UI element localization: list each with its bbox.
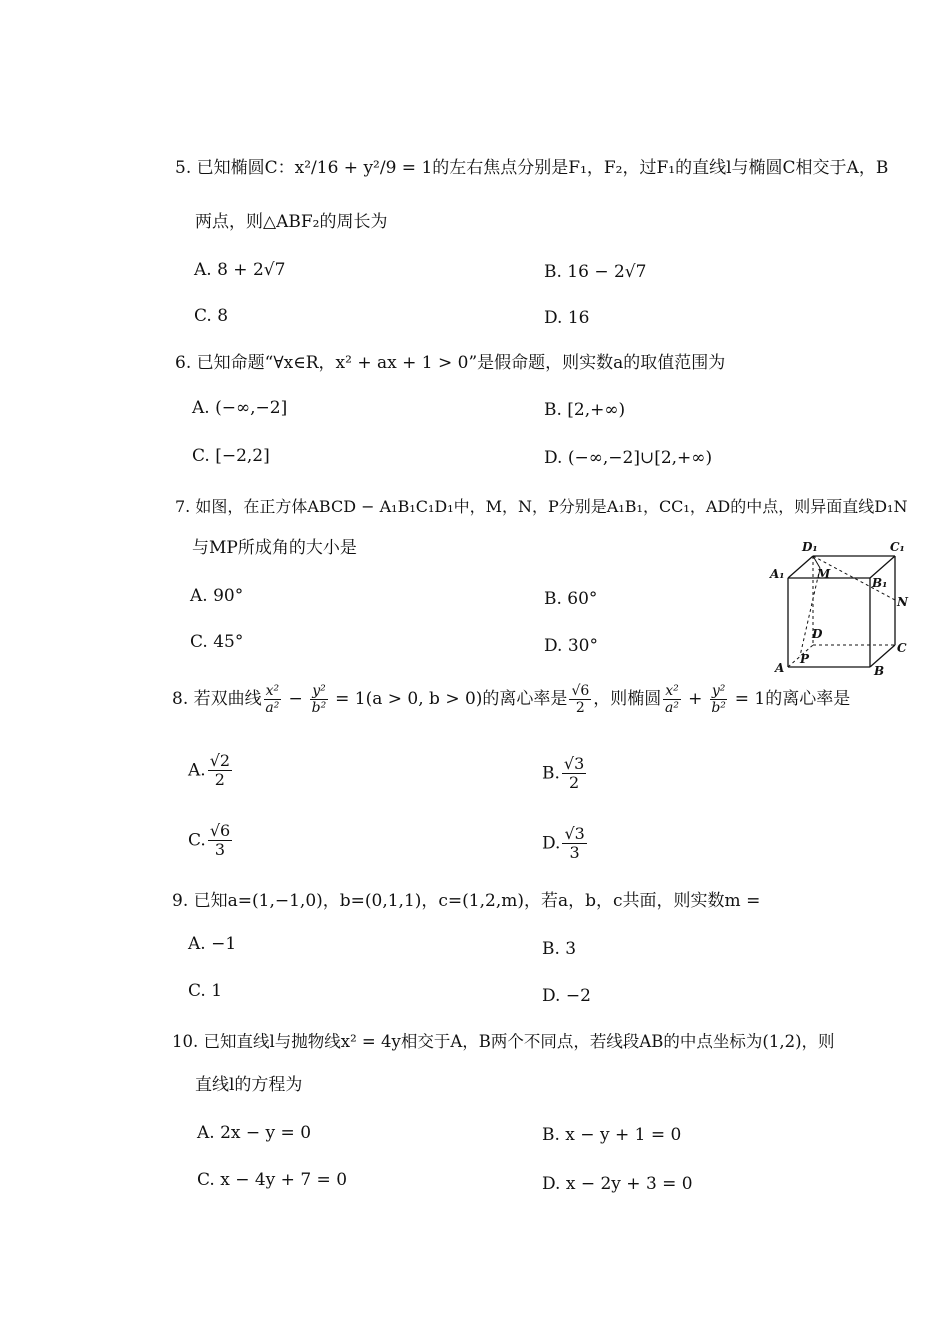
fig-label-d: D xyxy=(812,627,823,641)
fig-label-b1: B₁ xyxy=(872,576,888,590)
q7-stem-line1: 7. 如图，在正方体ABCD − A₁B₁C₁D₁中，M，N，P分别是A₁B₁，CC₁，AD的中点，则异面直线D₁N xyxy=(175,497,908,516)
cube-figure xyxy=(768,538,918,680)
q10-option-c: C. x − 4y + 7 = 0 xyxy=(197,1170,348,1190)
q6-option-c: C. [−2,2] xyxy=(192,446,270,466)
q6-option-b: B. [2,+∞) xyxy=(544,400,626,420)
q9-stem: 9. 已知a=(1,−1,0)，b=(0,1,1)，c=(1,2,m)，若a，b，c共面，则实数m = xyxy=(172,891,761,911)
fig-label-c: C xyxy=(897,641,907,655)
q5-stem-line2: 两点，则△ABF₂的周长为 xyxy=(195,212,388,232)
q7-option-d: D. 30° xyxy=(544,636,598,656)
q8-frac-2: $\frac{\text{y²}}{\text{b²}}$ xyxy=(311,683,327,717)
fig-label-n: N xyxy=(897,595,908,609)
q8-option-a: A. $\frac{√2}{2}$ xyxy=(188,751,231,790)
q8-option-c: C. $\frac{√6}{3}$ xyxy=(188,821,231,860)
q10-stem-line2: 直线l的方程为 xyxy=(195,1075,303,1095)
q8-mid: = 1(a > 0, b > 0)的离心率是 xyxy=(329,689,568,710)
fig-label-c1: C₁ xyxy=(890,540,905,554)
q5-stem-line1: 5. 已知椭圆C：x²/16 + y²/9 = 1的左右焦点分别是F₁，F₂，过F₁的直线l与椭圆C相交于A，B xyxy=(175,158,889,178)
fig-label-d1: D₁ xyxy=(802,540,818,554)
q5-option-c: C. 8 xyxy=(194,306,229,326)
q10-stem-line1: 10. 已知直线l与抛物线x² = 4y相交于A，B两个不同点，若线段AB的中点坐标为(1,2)，则 xyxy=(172,1032,835,1051)
q8-frac-5: $\frac{\text{y²}}{\text{b²}}$ xyxy=(711,683,726,717)
q10-option-a: A. 2x − y = 0 xyxy=(197,1123,312,1143)
fig-label-m: M xyxy=(817,567,831,581)
fig-label-a1: A₁ xyxy=(770,567,785,581)
q8-frac-3: $\frac{√6}{2}$ xyxy=(571,683,590,717)
q7-option-a: A. 90° xyxy=(190,586,244,606)
fig-label-a: A xyxy=(775,661,785,675)
q9-option-a: A. −1 xyxy=(188,934,237,954)
q5-option-b: B. 16 − 2√7 xyxy=(544,262,647,282)
q5-option-a: A. 8 + 2√7 xyxy=(194,260,286,280)
q10-option-d: D. x − 2y + 3 = 0 xyxy=(542,1174,693,1194)
q9-option-c: C. 1 xyxy=(188,981,223,1001)
q8-frac-4: $\frac{\text{x²}}{\text{a²}}$ xyxy=(665,683,679,717)
q6-option-d: D. (−∞,−2]∪[2,+∞) xyxy=(544,448,713,468)
q8-option-d: D. $\frac{√3}{3}$ xyxy=(542,824,585,863)
q7-option-b: B. 60° xyxy=(544,589,598,609)
q7-option-c: C. 45° xyxy=(190,632,244,652)
q6-option-a: A. (−∞,−2] xyxy=(192,398,288,418)
q9-option-d: D. −2 xyxy=(542,986,591,1006)
q8-option-b: B. $\frac{√3}{2}$ xyxy=(542,754,585,793)
fig-label-b: B xyxy=(874,664,885,678)
q8-prefix: 8. 若双曲线 xyxy=(172,689,262,710)
q6-stem: 6. 已知命题“∀x∈R，x² + ax + 1 > 0”是假命题，则实数a的取值范围为 xyxy=(175,353,726,373)
q8-stem: 8. 若双曲线 $\frac{\text{x²}}{\text{a²}}$ − $\frac{\text{y²}}{\text{b²}}$ = 1(a > 0, b > 0)的离心率是 $\frac{√6}{2}$ ，则椭圆 $\frac{\text{x²}}{\text{a²}}$ + $\frac{\text{y²}}{\text{b²}}$ = 1的离心率是 xyxy=(172,683,851,717)
fig-label-p: P xyxy=(800,652,810,666)
q9-option-b: B. 3 xyxy=(542,939,577,959)
q7-stem-line2: 与MP所成角的大小是 xyxy=(192,538,357,558)
q5-option-d: D. 16 xyxy=(544,308,590,328)
q8-frac-1: $\frac{\text{x²}}{\text{a²}}$ xyxy=(265,683,280,717)
q10-option-b: B. x − y + 1 = 0 xyxy=(542,1125,682,1145)
q8-suffix: = 1的离心率是 xyxy=(729,689,851,710)
